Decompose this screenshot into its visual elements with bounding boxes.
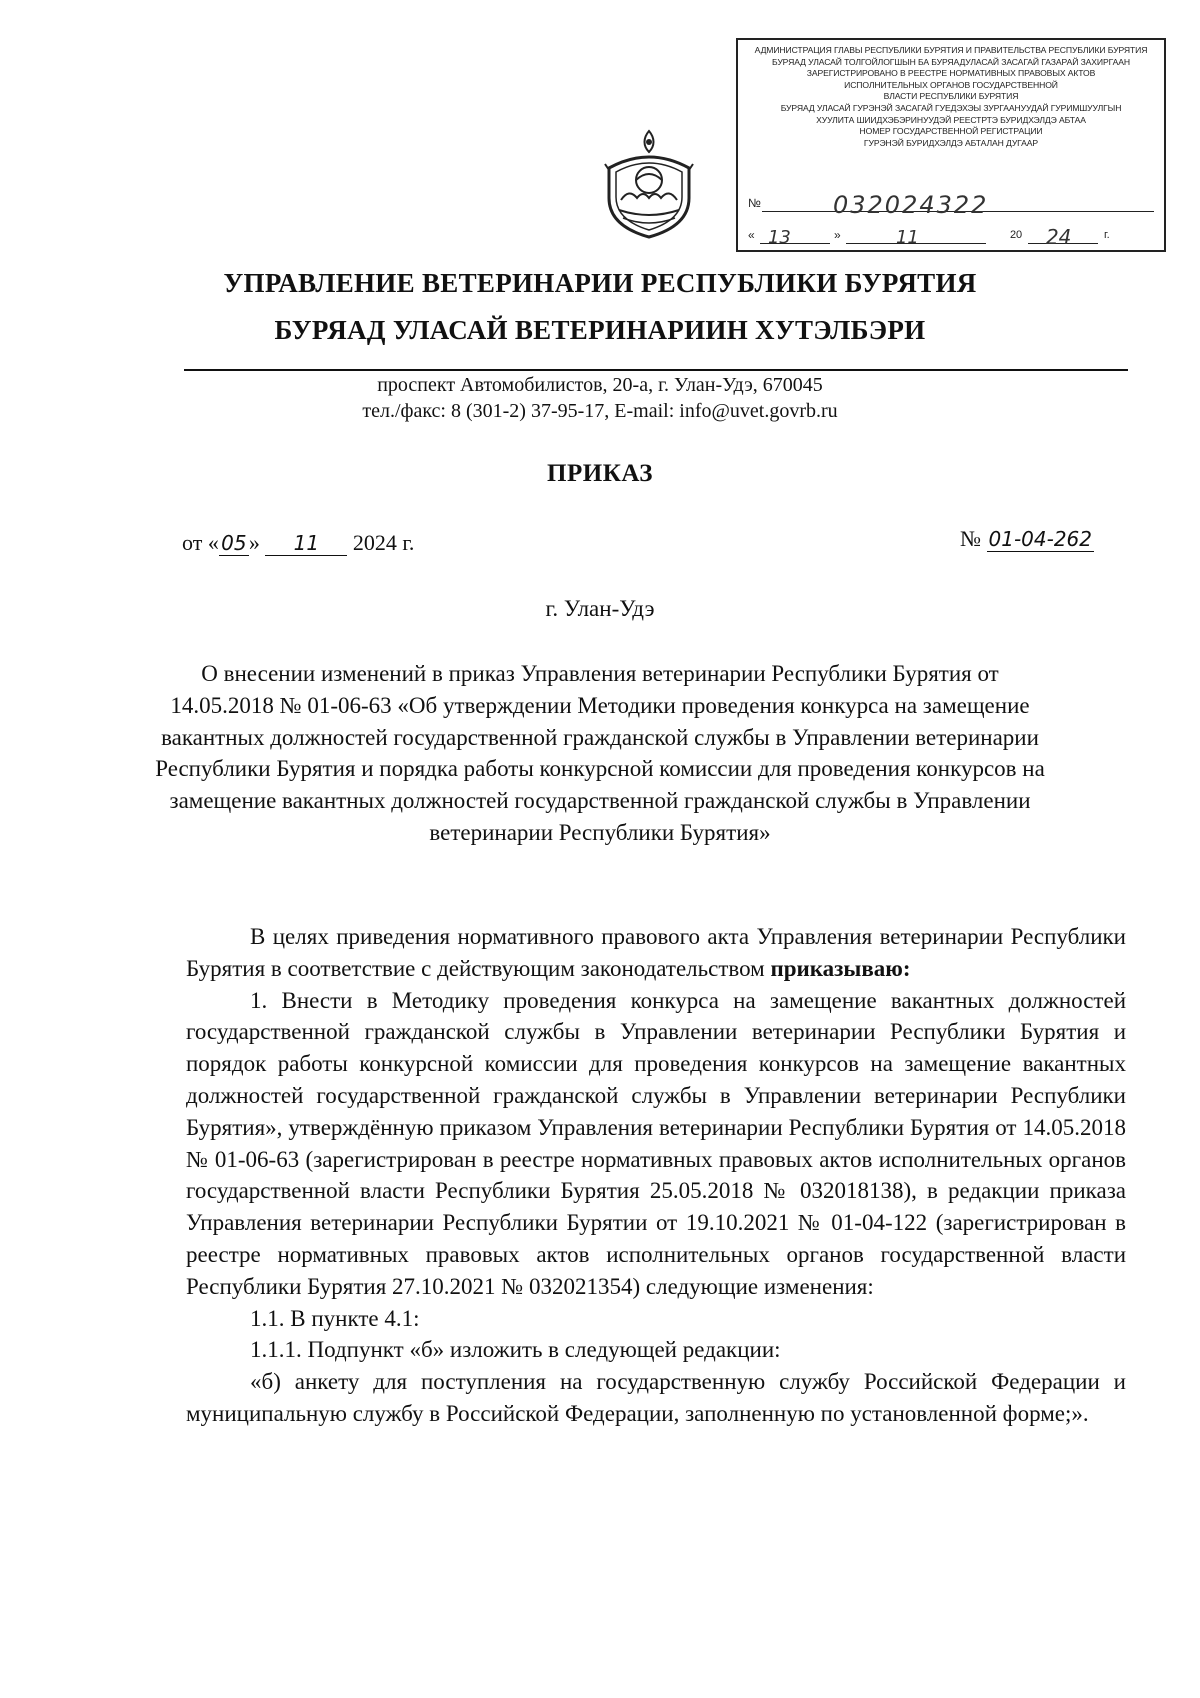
stamp-registration-number-row (748, 190, 1154, 220)
stamp-month: 11 (896, 227, 919, 249)
number-label: № (960, 526, 981, 551)
stamp-line: ХУУЛИТА ШИИДХЭБЭРИНУУДЭЙ РЕЕСТРТЭ БУРИДХЭЛДЭ АБТАА (816, 114, 1086, 125)
body-paragraph (186, 921, 1126, 985)
date-year: 2024 г. (352, 530, 415, 555)
body-paragraph: 1. Внести в Методику проведения конкурса на замещение вакантных должностей государственной гражданской службы в Управлении ветеринарии Республики Бурятия и порядок работы конкурсной комиссии для проведения конкурсов на замещение вакантных должностей государственной гражданской службы в Управлении ветеринарии Республики Бурятия», утверждённую приказом Управления ветеринарии Республики Бурятия от 14.05.2018 № 01-06-63 (зарегистрирован в реестре нормативных правовых актов исполнительных органов государственной власти Республики Бурятия 25.05.2018 № 032018138), в редакции приказа Управления ветеринарии Республики Бурятии от 19.10.2021 № 01-04-122 (зарегистрирован в реестре нормативных правовых актов исполнительных органов государственной власти Республики Бурятия 27.10.2021 № 032021354) следующие изменения: (186, 987, 1126, 1299)
stamp-date-row (748, 220, 1154, 250)
body-paragraph: 1.1. В пункте 4.1: (250, 1305, 420, 1331)
stamp-year-unit: г. (1104, 229, 1110, 242)
organization-contacts: тел./факс: 8 (301-2) 37-95-17, E-mail: info@uvet.govrb.ru (362, 400, 838, 422)
stamp-line: ЗАРЕГИСТРИРОВАНО В РЕЕСТРЕ НОРМАТИВНЫХ ПРАВОВЫХ АКТОВ (806, 68, 1096, 79)
stamp-date-close-quote: » (834, 228, 841, 243)
organization-name-buryat: БУРЯАД УЛАСАЙ ВЕТЕРИНАРИИН ХУТЭЛБЭРИ (274, 315, 926, 345)
stamp-year-prefix: 20 (1010, 229, 1023, 242)
stamp-registration-number: 032024322 (833, 191, 989, 220)
number-value: 01-04-262 (988, 527, 1093, 551)
header-divider (184, 369, 1128, 371)
organization-name: УПРАВЛЕНИЕ ВЕТЕРИНАРИИ РЕСПУБЛИКИ БУРЯТИЯ (223, 268, 977, 298)
stamp-line: ГУРЭНЭЙ БУРИДХЭЛДЭ АБТАЛАН ДУГААР (863, 137, 1039, 148)
stamp-line: БУРЯАД УЛАСАЙ ГУРЭНЭЙ ЗАСАГАЙ ГУЕДЭХЭЫ ЗУРГААНУУДАЙ ГУРИМШУУЛГЫН (780, 102, 1122, 113)
body-paragraph: 1.1.1. Подпункт «б» изложить в следующей редакции: (250, 1337, 781, 1363)
body-paragraph-text: В целях приведения нормативного правового акта Управления ветеринарии Республики Бурятия в соответствие с действующим законодательством (186, 924, 1126, 981)
stamp-day: 13 (768, 227, 791, 249)
stamp-line: НОМЕР ГОСУДАРСТВЕННОЙ РЕГИСТРАЦИИ (859, 126, 1043, 137)
document-title: ПРИКАЗ (547, 460, 653, 487)
stamp-date-open-quote: « (748, 228, 755, 243)
stamp-line: АДМИНИСТРАЦИЯ ГЛАВЫ РЕСПУБЛИКИ БУРЯТИЯ И ПРАВИТЕЛЬСТВА РЕСПУБЛИКИ БУРЯТИЯ (754, 45, 1148, 55)
date-separator: » (248, 530, 260, 555)
document-subject: О внесении изменений в приказ Управления ветеринарии Республики Бурятия от 14.05.2018 № 01-06-63 «Об утверждении Методики проведения конкурса на замещение вакантных должностей государственной гражданской службы в Управлении ветеринарии Республики Бурятия и порядка работы конкурсной комиссии для проведения конкурсов на замещение вакантных должностей государственной гражданской службы в Управлении ветеринарии Республики Бурятия» (155, 661, 1045, 845)
date-month: 11 (265, 531, 347, 556)
document-city: г. Улан-Удэ (545, 596, 655, 621)
stamp-year: 24 (1046, 225, 1072, 250)
document-date (182, 530, 414, 556)
registration-stamp (736, 38, 1166, 252)
date-day: 05 (219, 531, 249, 556)
date-prefix: от « (182, 530, 219, 555)
stamp-line: ИСПОЛНИТЕЛЬНЫХ ОРГАНОВ ГОСУДАРСТВЕННОЙ (844, 79, 1058, 90)
stamp-number-label: № (748, 196, 761, 211)
document-number (960, 526, 1094, 552)
order-keyword: приказываю: (770, 955, 911, 981)
coat-of-arms-icon (603, 128, 695, 240)
stamp-line: БУРЯАД УЛАСАЙ ТОЛГОЙЛОГШЫН БА БУРЯАДУЛАСАЙ ЗАСАГАЙ ГАЗАРАЙ ЗАХИРГААН (771, 56, 1130, 67)
body-paragraph: «б) анкету для поступления на государственную службу Российской Федерации и муниципальную службу в Российской Федерации, заполненную по установленной форме;». (186, 1369, 1126, 1426)
organization-address: проспект Автомобилистов, 20-а, г. Улан-Удэ, 670045 (377, 374, 823, 396)
document-body (186, 921, 1126, 1430)
stamp-line: ВЛАСТИ РЕСПУБЛИКИ БУРЯТИЯ (883, 91, 1019, 102)
